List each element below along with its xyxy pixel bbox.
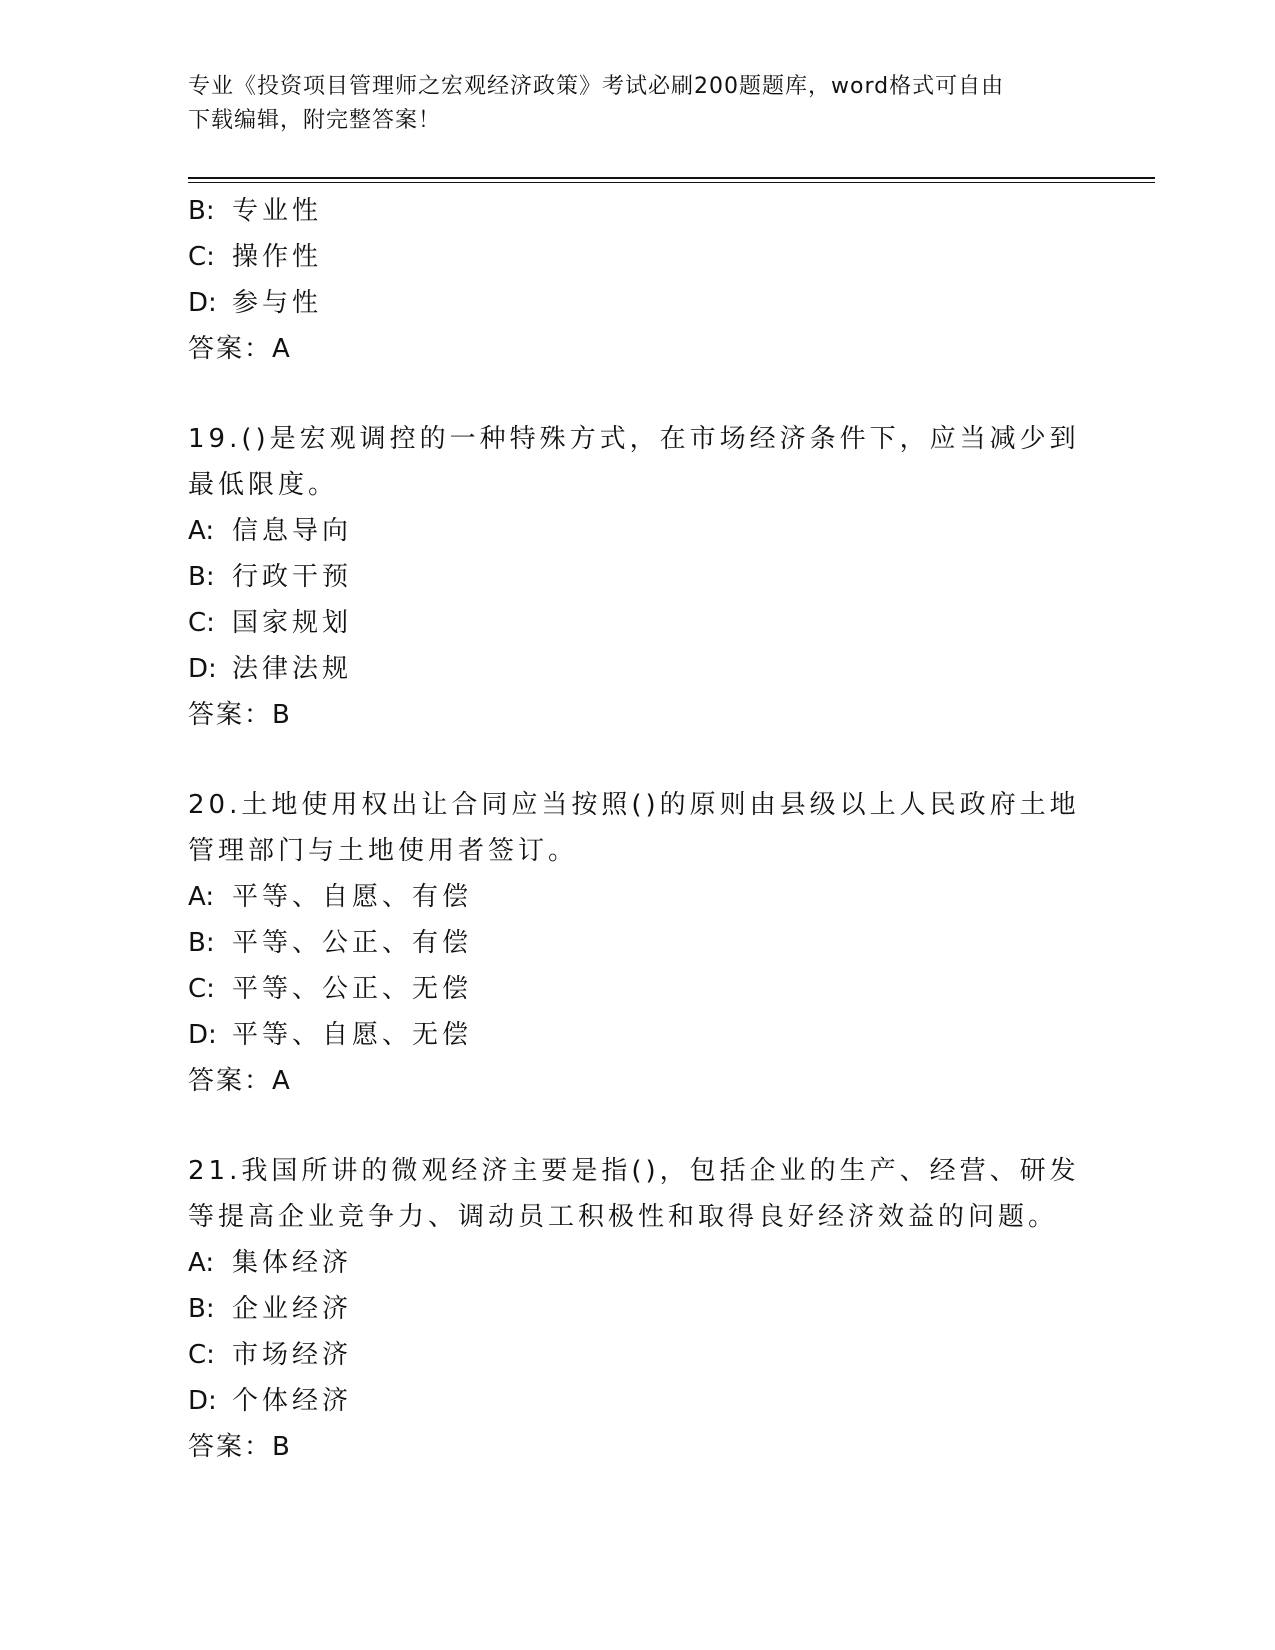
question-20: [188, 782, 1088, 1104]
option-a: A: 信息导向: [188, 516, 353, 546]
question-text: 21.我国所讲的微观经济主要是指()，包括企业的生产、经营、研发等提高企业竞争力、调动员工积极性和取得良好经济效益的问题。: [188, 1156, 1080, 1232]
question-text: 19.()是宏观调控的一种特殊方式，在市场经济条件下，应当减少到最低限度。: [188, 424, 1080, 500]
question-text: 20.土地使用权出让合同应当按照()的原则由县级以上人民政府土地管理部门与土地使用者签订。: [188, 790, 1080, 866]
document-body: [188, 188, 1088, 1470]
header-divider-thick: [188, 177, 1155, 179]
option-c: C: 国家规划: [188, 608, 353, 638]
option-a: A: 集体经济: [188, 1248, 353, 1278]
answer: 答案：B: [188, 1432, 292, 1462]
option-c: C: 平等、公正、无偿: [188, 974, 473, 1004]
option-d: D: 参与性: [188, 288, 323, 318]
header-line-2: 下载编辑，附完整答案！: [188, 108, 442, 133]
header-line-1: 专业《投资项目管理师之宏观经济政策》考试必刷200题题库，word格式可自由: [188, 74, 1005, 99]
option-a: A: 平等、自愿、有偿: [188, 882, 473, 912]
answer: 答案：B: [188, 700, 292, 730]
option-d: D: 法律法规: [188, 654, 353, 684]
option-b: B: 专业性: [188, 196, 323, 226]
answer: 答案：A: [188, 1066, 292, 1096]
header-divider-thin: [188, 182, 1155, 183]
previous-question-tail: [188, 188, 1088, 372]
option-c: C: 市场经济: [188, 1340, 353, 1370]
option-b: B: 平等、公正、有偿: [188, 928, 473, 958]
question-19: [188, 416, 1088, 738]
answer: 答案：A: [188, 334, 292, 364]
option-b: B: 行政干预: [188, 562, 353, 592]
question-21: [188, 1148, 1088, 1470]
option-d: D: 平等、自愿、无偿: [188, 1020, 473, 1050]
page-header: [188, 70, 1068, 138]
option-b: B: 企业经济: [188, 1294, 353, 1324]
option-d: D: 个体经济: [188, 1386, 353, 1416]
option-c: C: 操作性: [188, 242, 323, 272]
